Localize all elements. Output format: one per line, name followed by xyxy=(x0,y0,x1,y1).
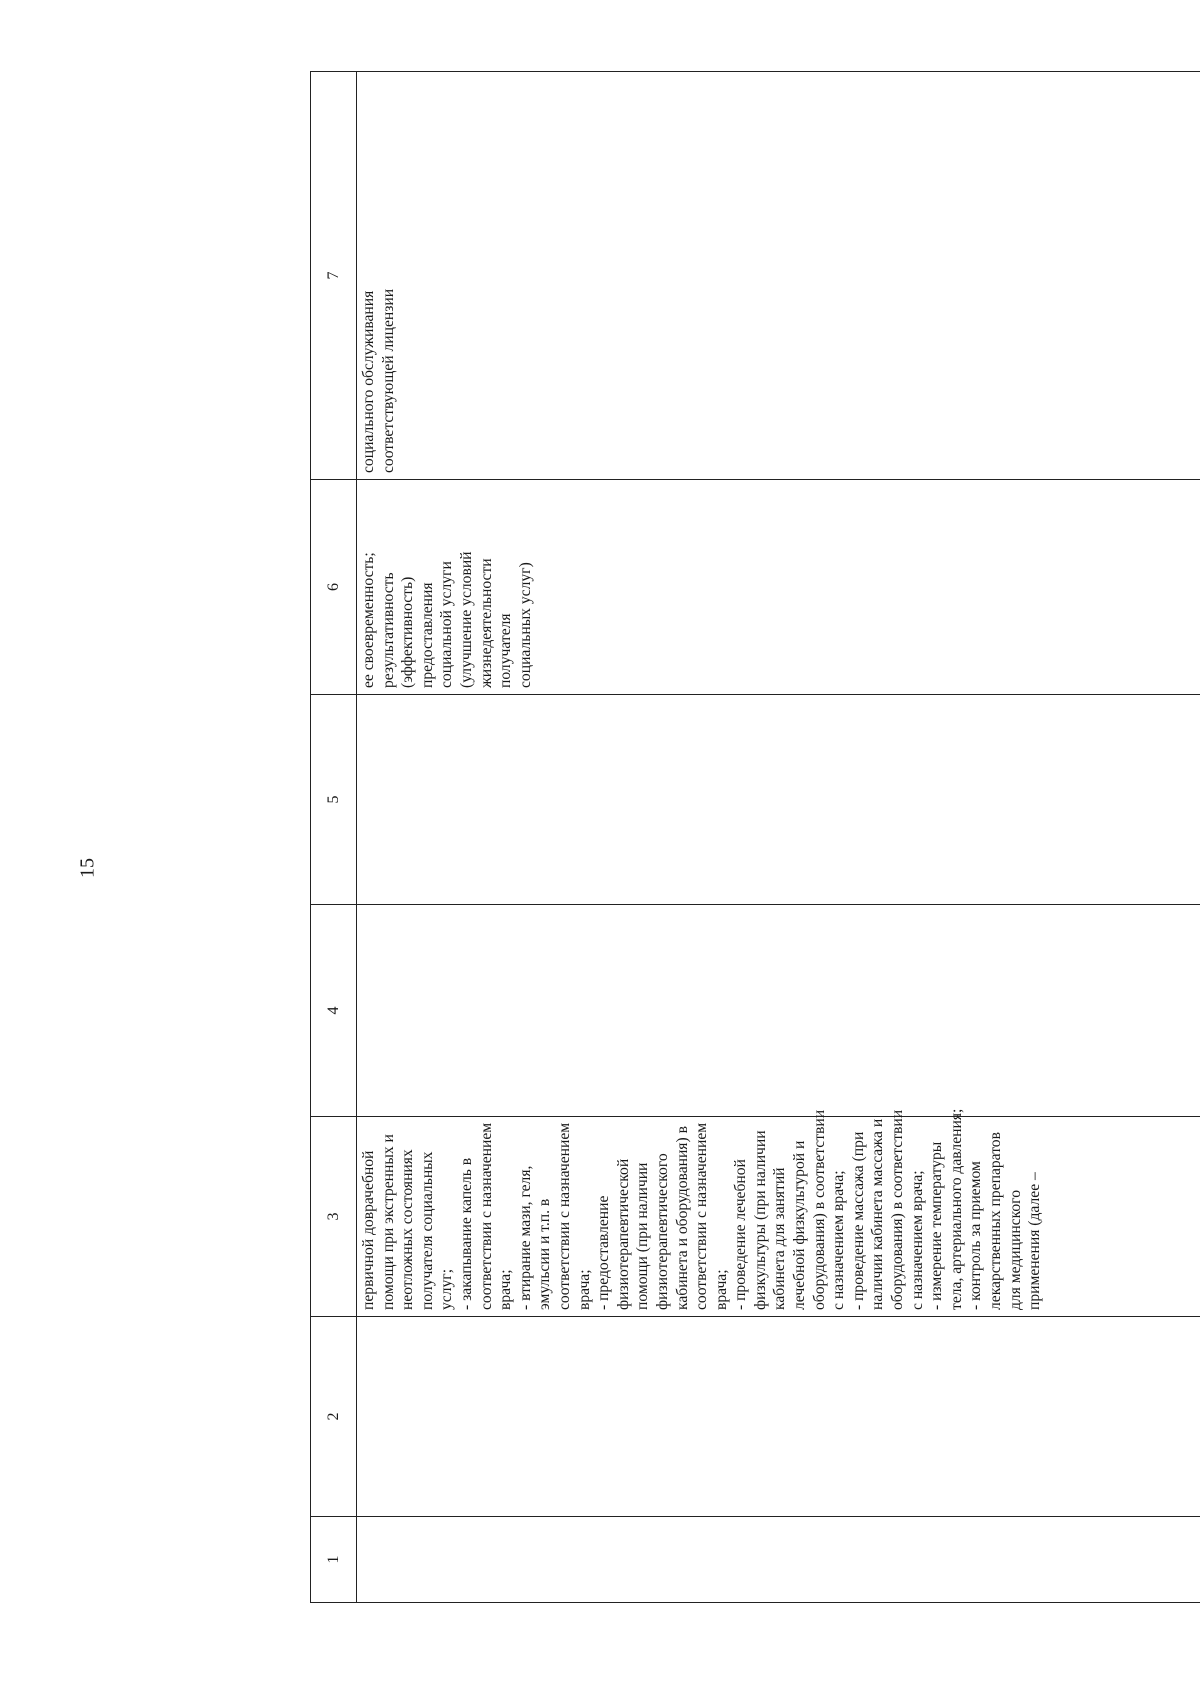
cell-text-line: - втирание мази, геля, xyxy=(516,1165,534,1310)
cell-text-line: ее своевременность; xyxy=(360,552,377,688)
cell-text-line: кабинета и оборудования) в xyxy=(673,1126,691,1310)
cell-text-line: жизнедеятельности xyxy=(477,558,495,688)
cell-text-line: физкультуры (при наличии xyxy=(751,1130,769,1310)
cell-text-line: врача; xyxy=(575,1269,593,1310)
cell-text-line: результативность xyxy=(379,572,397,688)
cell-text-line: тела, артериального давления; xyxy=(947,1108,965,1310)
cell-text-line: оборудования) в соответствии xyxy=(810,1109,828,1310)
column-header-3: 3 xyxy=(311,1117,357,1317)
cell-text-line: лекарственных препаратов xyxy=(987,1132,1004,1310)
rotated-table-frame xyxy=(310,72,1200,1603)
cell-text-line: (эффективность) xyxy=(399,576,417,688)
cell-text-line: с назначением врача; xyxy=(908,1170,926,1310)
cell-col-1 xyxy=(357,1517,1200,1603)
column-header-5: 5 xyxy=(311,695,357,905)
cell-col-7-conditions xyxy=(357,72,1200,480)
cell-text-line: соответствии с назначением xyxy=(555,1122,573,1310)
cell-text-line: социальных услуг) xyxy=(516,562,534,688)
cell-text-line: социального обслуживания xyxy=(360,290,377,473)
cell-text-line: - закапывание капель в xyxy=(457,1157,475,1310)
cell-text-line: соответствии с назначением xyxy=(693,1122,711,1310)
cell-text-line: наличии кабинета массажа и xyxy=(869,1118,887,1310)
cell-text-line: врача; xyxy=(497,1269,515,1310)
cell-text-line: оборудования) в соответствии xyxy=(889,1109,907,1310)
cell-text-line: физиотерапевтического xyxy=(653,1153,671,1310)
cell-text-line: неотложных состояниях xyxy=(399,1149,417,1310)
cell-text-line: кабинета для занятий xyxy=(771,1167,789,1310)
cell-text-line: первичной доврачебной xyxy=(360,1150,377,1310)
cell-col-6-quality-indicators xyxy=(357,480,1200,695)
cell-text-line: эмульсии и т.п. в xyxy=(536,1198,554,1310)
cell-text-line: услуг; xyxy=(438,1268,456,1310)
cell-text-line: социальной услуги xyxy=(438,561,456,688)
cell-text-line: лечебной физкультурой и xyxy=(791,1140,809,1310)
cell-text-line: соответствующей лицензии xyxy=(379,288,397,473)
cell-text-line: применения (далее – xyxy=(1026,1172,1044,1310)
cell-text-line: помощи при экстренных и xyxy=(379,1134,397,1310)
cell-text-line: для медицинского xyxy=(1006,1190,1024,1310)
cell-text-line: с назначением врача; xyxy=(830,1170,848,1310)
table-row xyxy=(357,72,1200,1603)
column-header-1: 1 xyxy=(311,1517,357,1603)
cell-text-line: (улучшение условий xyxy=(457,551,475,688)
cell-text-line: физиотерапевтической xyxy=(614,1158,632,1310)
cell-col-3-service-description xyxy=(357,1108,1200,1317)
cell-text-line: помощи (при наличии xyxy=(634,1162,652,1310)
cell-text-line: - измерение температуры xyxy=(928,1141,946,1310)
cell-text-line: получателя xyxy=(497,613,515,688)
cell-text-line: - контроль за приемом xyxy=(967,1161,985,1310)
cell-text-line: соответствии с назначением xyxy=(477,1122,495,1310)
column-header-7: 7 xyxy=(311,72,357,480)
cell-text-line: - проведение лечебной xyxy=(732,1159,750,1310)
cell-text-line: - проведение массажа (при xyxy=(849,1131,867,1310)
column-header-4: 4 xyxy=(311,905,357,1117)
standards-table xyxy=(310,71,1200,1603)
table-header-row xyxy=(311,72,357,1603)
cell-text-line: предоставления xyxy=(418,582,436,688)
column-header-2: 2 xyxy=(311,1317,357,1517)
page-number: 15 xyxy=(76,858,99,878)
cell-text-line: получателя социальных xyxy=(418,1151,436,1310)
cell-col-2 xyxy=(357,1317,1200,1517)
cell-text-line: - предоставление xyxy=(595,1195,613,1310)
cell-col-5 xyxy=(357,695,1200,905)
cell-col-4 xyxy=(357,905,1200,1117)
column-header-6: 6 xyxy=(311,480,357,695)
cell-text-line: врача; xyxy=(712,1269,730,1310)
